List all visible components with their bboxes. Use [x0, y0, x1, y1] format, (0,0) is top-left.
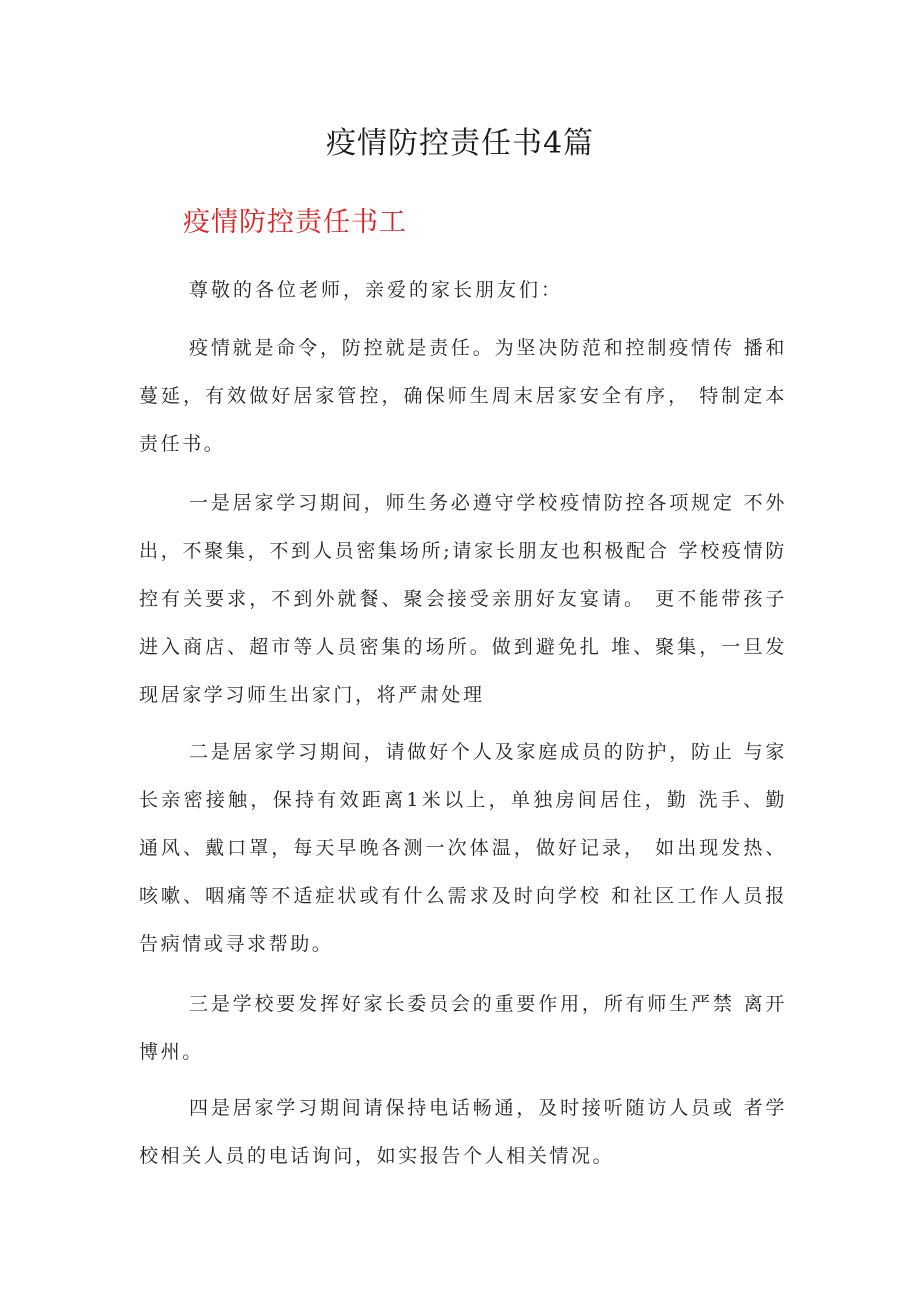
document-title: 疫情防控责任书4篇 [325, 126, 595, 161]
greeting-line: 尊敬的各位老师，亲爱的家长朋友们： [189, 279, 564, 301]
paragraph-rule-one: 一是居家学习期间，师生务必遵守学校疫情防控各项规定 不外出，不聚集，不到人员密集场所;请家长朋友也积极配合 学校疫情防控有关要求，不到外就餐、聚会接受亲朋好友宴请。 更不能带孩子进入商店、超市等人员密集的场所。做到避免扎 堆、聚集，一旦发现居家学习师生出家门，将严肃处理 [139, 492, 787, 706]
paragraph-rule-three: 三是学校要发挥好家长委员会的重要作用，所有师生严禁 离开博州。 [139, 993, 787, 1063]
paragraph-rule-four: 四是居家学习期间请保持电话畅通，及时接听随访人员或 者学校相关人员的电话询问，如实报告个人相关情况。 [139, 1097, 787, 1167]
paragraph-intro: 疫情就是命令，防控就是责任。为坚决防范和控制疫情传 播和蔓延，有效做好居家管控，确保师生周末居家安全有序， 特制定本责任书。 [139, 337, 787, 455]
section-title: 疫情防控责任书工 [183, 207, 407, 238]
paragraph-rule-two: 二是居家学习期间，请做好个人及家庭成员的防护，防止 与家长亲密接触，保持有效距离1米以上，单独房间居住，勤 洗手、勤通风、戴口罩，每天早晚各测一次体温，做好记录， 如出现发热、咳嗽、咽痛等不适症状或有什么需求及时向学校 和社区工作人员报告病情或寻求帮助。 [139, 741, 787, 955]
